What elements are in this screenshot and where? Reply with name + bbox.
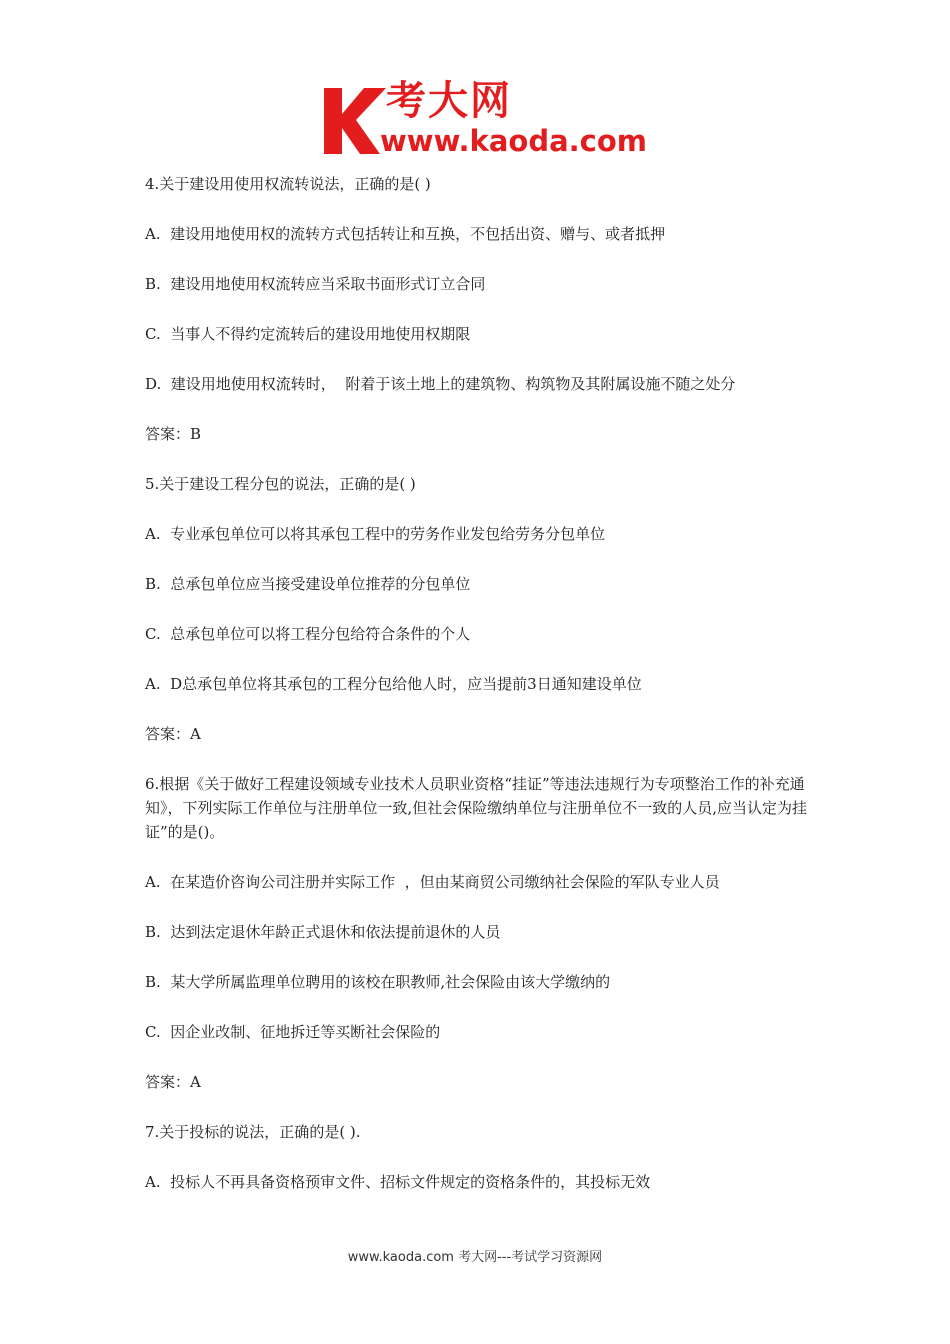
question-stem: 6.根据《关于做好工程建设领域专业技术人员职业资格“挂证”等违法违规行为专项整治工作的补充通知》，下列实际工作单位与注册单位一致,但社会保险缴纳单位与注册单位不一致的人员,应当认定为挂证”的是()。 bbox=[145, 775, 808, 841]
kaoda-logo bbox=[318, 80, 648, 158]
option-item: A. 投标人不再具备资格预审文件、招标文件规定的资格条件的，其投标无效 bbox=[145, 1173, 651, 1191]
question-stem: 7.关于投标的说法，正确的是( ). bbox=[145, 1123, 361, 1141]
option-item: A. 建设用地使用权的流转方式包括转让和互换，不包括出资、赠与、或者抵押 bbox=[145, 225, 666, 243]
question-7 bbox=[145, 1120, 815, 1194]
document-body bbox=[145, 172, 815, 1220]
option-item: C. 总承包单位可以将工程分包给符合条件的个人 bbox=[145, 625, 471, 643]
option-item: B. 某大学所属监理单位聘用的该校在职教师,社会保险由该大学缴纳的 bbox=[145, 973, 611, 991]
option-item: B. 达到法定退休年龄正式退休和依法提前退休的人员 bbox=[145, 923, 501, 941]
option-item: B. 总承包单位应当接受建设单位推荐的分包单位 bbox=[145, 575, 471, 593]
answer-line: 答案：A bbox=[145, 1073, 201, 1091]
question-6 bbox=[145, 772, 815, 1094]
option-item: B. 建设用地使用权流转应当采取书面形式订立合同 bbox=[145, 275, 486, 293]
option-item: A. 专业承包单位可以将其承包工程中的劳务作业发包给劳务分包单位 bbox=[145, 525, 606, 543]
question-stem: 4.关于建设用使用权流转说法，正确的是( ) bbox=[145, 175, 431, 193]
answer-line: 答案：A bbox=[145, 725, 201, 743]
option-item: D. 建设用地使用权流转时， 附着于该土地上的建筑物、构筑物及其附属设施不随之处分 bbox=[145, 375, 736, 393]
option-item: C. 因企业改制、征地拆迁等买断社会保险的 bbox=[145, 1023, 441, 1041]
question-5 bbox=[145, 472, 815, 746]
logo-url: www.kaoda.com bbox=[380, 124, 647, 158]
question-4 bbox=[145, 172, 815, 446]
option-item: C. 当事人不得约定流转后的建设用地使用权期限 bbox=[145, 325, 471, 343]
option-item: A. D总承包单位将其承包的工程分包给他人时，应当提前3日通知建设单位 bbox=[145, 675, 642, 693]
page-footer: www.kaoda.com 考大网---考试学习资源网 bbox=[347, 1250, 603, 1265]
option-item: A. 在某造价咨询公司注册并实际工作 ，但由某商贸公司缴纳社会保险的军队专业人员 bbox=[145, 873, 720, 891]
question-stem: 5.关于建设工程分包的说法，正确的是( ) bbox=[145, 475, 416, 493]
logo-title: 考大网 bbox=[386, 78, 512, 124]
answer-line: 答案：B bbox=[145, 425, 202, 443]
